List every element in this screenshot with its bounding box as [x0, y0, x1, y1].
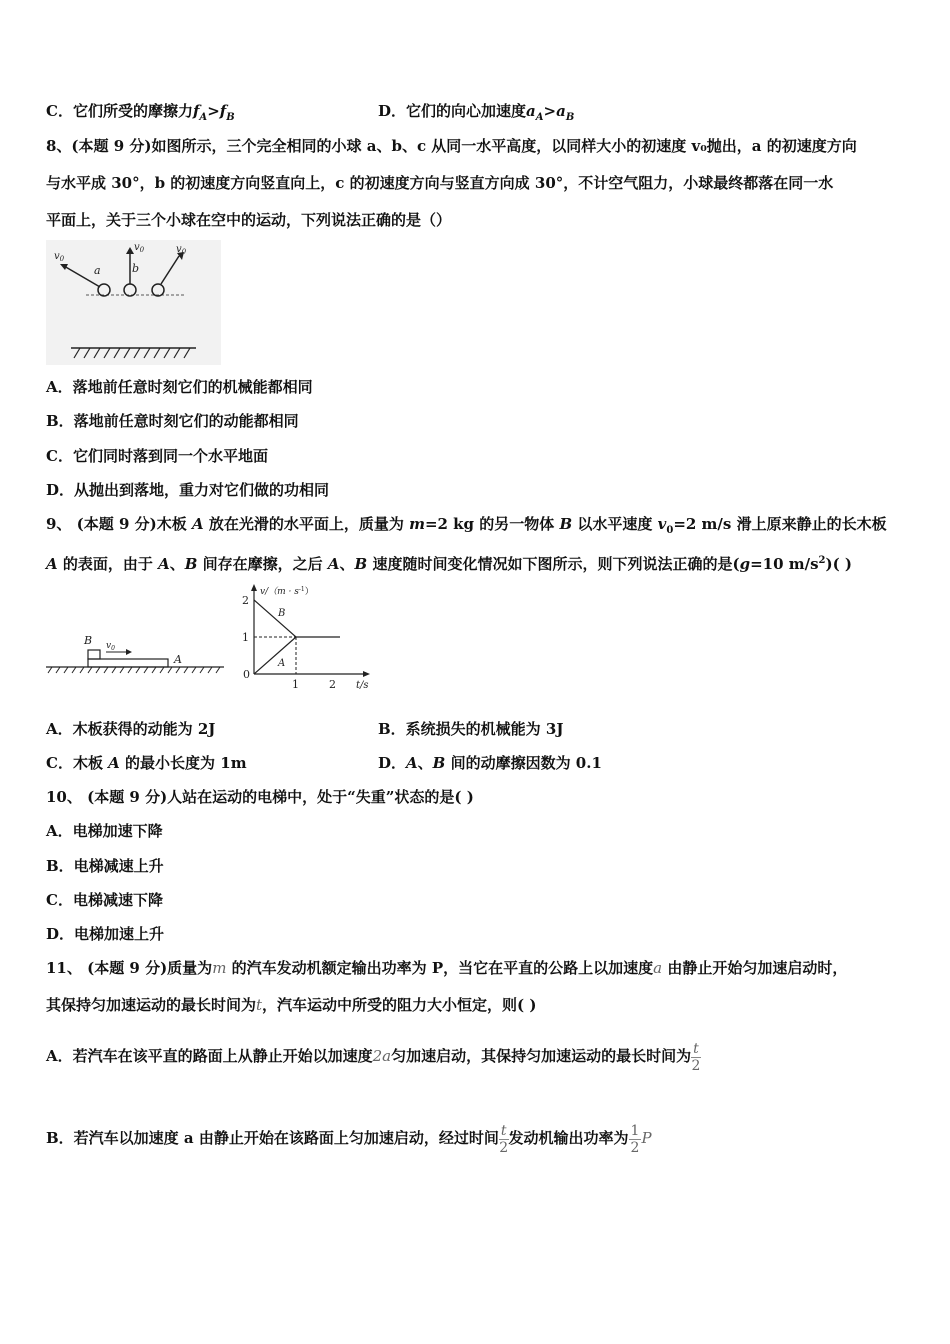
line-a-label: A	[278, 658, 286, 669]
text: 发动机输出功率为	[508, 1129, 629, 1147]
arrowhead-v0	[126, 649, 132, 655]
symbol-A: A	[327, 555, 340, 573]
symbol-B: B	[432, 754, 446, 772]
text: 、	[417, 754, 433, 772]
q11-option-b	[46, 1120, 652, 1156]
text: 以水平速度	[572, 515, 658, 533]
symbol-t: t	[256, 996, 263, 1014]
line-b-label: B	[278, 608, 286, 619]
q10-option-d: D．电梯加速上升	[46, 925, 165, 943]
text: )( )	[825, 555, 853, 573]
ball-b-label: b	[132, 262, 140, 275]
v0-label-a: $v_0$	[54, 251, 65, 263]
v0-label-c: $v_0$	[176, 244, 187, 256]
q9-board-figure	[44, 630, 226, 678]
q7-option-c	[46, 101, 235, 128]
q9-stem-line-2	[46, 551, 852, 574]
figure-background	[46, 240, 221, 365]
option-label: D．	[378, 102, 407, 120]
q9-option-d	[378, 753, 602, 773]
q11-option-a	[46, 1038, 701, 1074]
denominator: 2	[499, 1139, 509, 1156]
board-a	[88, 659, 168, 667]
text: 由静止开始匀加速启动时，	[662, 959, 848, 977]
text: 匀加速启动，其保持匀加速运动的最长时间为	[391, 1047, 692, 1065]
text: 间的动摩擦因数为 0.1	[445, 754, 602, 772]
gt: >	[207, 102, 220, 120]
q9-option-a: A．木板获得的动能为 2J	[46, 720, 216, 738]
text: 、	[169, 555, 185, 573]
text: 放在光滑的水平面上，质量为	[203, 515, 410, 533]
q8-stem-line-2: 与水平成 30°，b 的初速度方向竖直向上，c 的初速度方向与竖直方向成 30°，不计空气阻力，小球最终都落在同一水	[46, 174, 834, 192]
v0-label: $v_0$	[106, 641, 115, 652]
x-axis-arrow	[363, 671, 370, 677]
line-b	[254, 600, 296, 637]
option-text: 它们的向心加速度	[406, 102, 527, 120]
text: =2 m/s 滑上原来静止的长木板	[673, 515, 887, 533]
text: ，汽车运动中所受的阻力大小恒定，则( )	[262, 996, 537, 1014]
text: 的汽车发动机额定输出功率为 P，当它在平直的公路上以加速度	[226, 959, 654, 977]
q8-stem-line-3: 平面上，关于三个小球在空中的运动，下列说法正确的是（）	[46, 211, 452, 229]
q8-option-d: D．从抛出到落地，重力对它们做的功相同	[46, 481, 330, 499]
numerator: t	[693, 1040, 699, 1057]
text: =2 kg 的另一物体	[424, 515, 560, 533]
text: C．木板	[46, 754, 109, 772]
symbol-B: B	[184, 555, 198, 573]
symbol-A: A	[158, 555, 170, 573]
q8-option-b: B．落地前任意时刻它们的动能都相同	[46, 412, 299, 430]
text: 速度随时间变化情况如下图所示，则下列说法正确的是(	[367, 555, 740, 573]
origin-label: 0	[243, 668, 250, 681]
symbol-m: m	[409, 515, 425, 533]
q8-option-c: C．它们同时落到同一个水平地面	[46, 447, 268, 465]
ball-a-label: a	[94, 264, 101, 277]
q9-vt-graph	[236, 582, 386, 692]
numerator: 1	[630, 1122, 640, 1139]
symbol-2a: 2a	[372, 1047, 392, 1065]
sub-0: 0	[666, 525, 674, 536]
x-axis-label: t/s	[356, 680, 369, 691]
fraction-t-over-2	[499, 1123, 509, 1156]
q10-option-c: C．电梯减速下降	[46, 891, 163, 909]
symbol-f: f	[192, 102, 200, 120]
block-b-label: B	[84, 634, 93, 647]
option-label: C．	[46, 102, 73, 120]
v0-label-b: $v_0$	[134, 242, 145, 254]
symbol-B: B	[559, 515, 573, 533]
q7-option-d	[378, 101, 574, 128]
text: D．	[378, 754, 407, 772]
q9-option-c	[46, 753, 247, 773]
fraction-one-half	[629, 1123, 642, 1156]
y-tick-2: 2	[242, 594, 249, 607]
symbol-a: a	[556, 102, 566, 120]
q9-option-b: B．系统损失的机械能为 3J	[378, 720, 564, 738]
q10-option-b: B．电梯减速上升	[46, 857, 164, 875]
q9-stem-line-1	[46, 514, 887, 541]
line-a	[254, 637, 296, 674]
text: 、	[339, 555, 355, 573]
text: 9、 (本题 9 分)木板	[46, 515, 192, 533]
board-a-label: A	[174, 653, 182, 666]
text: 的表面，由于	[57, 555, 159, 573]
option-text: 它们所受的摩擦力	[72, 102, 193, 120]
gt: >	[543, 102, 557, 120]
symbol-v: v	[657, 515, 667, 533]
y-tick-1: 1	[242, 631, 249, 644]
sub-b: B	[226, 112, 235, 123]
floor-hatching	[48, 667, 220, 673]
text: 间存在摩擦，之后	[197, 555, 328, 573]
block-b	[88, 650, 100, 659]
text: A．若汽车在该平直的路面上从静止开始以加速度	[46, 1047, 373, 1065]
symbol-a: a	[526, 102, 536, 120]
sub-a: A	[199, 112, 208, 123]
text: =10 m/s	[750, 555, 819, 573]
symbol-A: A	[46, 555, 58, 573]
text: 11、 (本题 9 分)质量为	[46, 959, 213, 977]
q11-stem-line-2	[46, 995, 536, 1015]
symbol-a: a	[653, 959, 663, 977]
denominator: 2	[630, 1139, 640, 1156]
symbol-A: A	[191, 515, 204, 533]
symbol-g: g	[739, 555, 751, 573]
numerator: t	[500, 1122, 507, 1139]
sub-a: A	[535, 112, 544, 123]
y-axis-label: $v/(m \cdot s^{-1})$	[260, 586, 314, 597]
q8-figure	[46, 240, 221, 365]
fraction-t-over-2	[691, 1041, 701, 1074]
symbol-B: B	[354, 555, 368, 573]
sup-2: 2	[818, 555, 826, 566]
text: 的最小长度为 1m	[119, 754, 247, 772]
symbol-f: f	[219, 102, 227, 120]
symbol-P: P	[641, 1129, 652, 1147]
q8-option-a: A．落地前任意时刻它们的机械能都相同	[46, 378, 313, 396]
x-tick-1: 1	[292, 678, 299, 691]
text: 其保持匀加速运动的最长时间为	[46, 996, 257, 1014]
q10-option-a: A．电梯加速下降	[46, 822, 163, 840]
x-tick-2: 2	[329, 678, 336, 691]
symbol-A: A	[108, 754, 120, 772]
text: B．若汽车以加速度 a 由静止开始在该路面上匀加速启动，经过时间	[46, 1129, 499, 1147]
q10-stem: 10、 (本题 9 分)人站在运动的电梯中，处于“失重”状态的是( )	[46, 788, 474, 806]
denominator: 2	[691, 1057, 701, 1074]
q8-stem-line-1: 8、(本题 9 分)如图所示，三个完全相同的小球 a、b、c 从同一水平高度，以同样大小的初速度 v₀抛出，a 的初速度方向	[46, 137, 857, 155]
symbol-A: A	[406, 754, 418, 772]
sub-b: B	[565, 112, 575, 123]
y-axis-arrow	[251, 584, 257, 591]
symbol-m: m	[212, 959, 227, 977]
q11-stem-line-1	[46, 958, 847, 978]
